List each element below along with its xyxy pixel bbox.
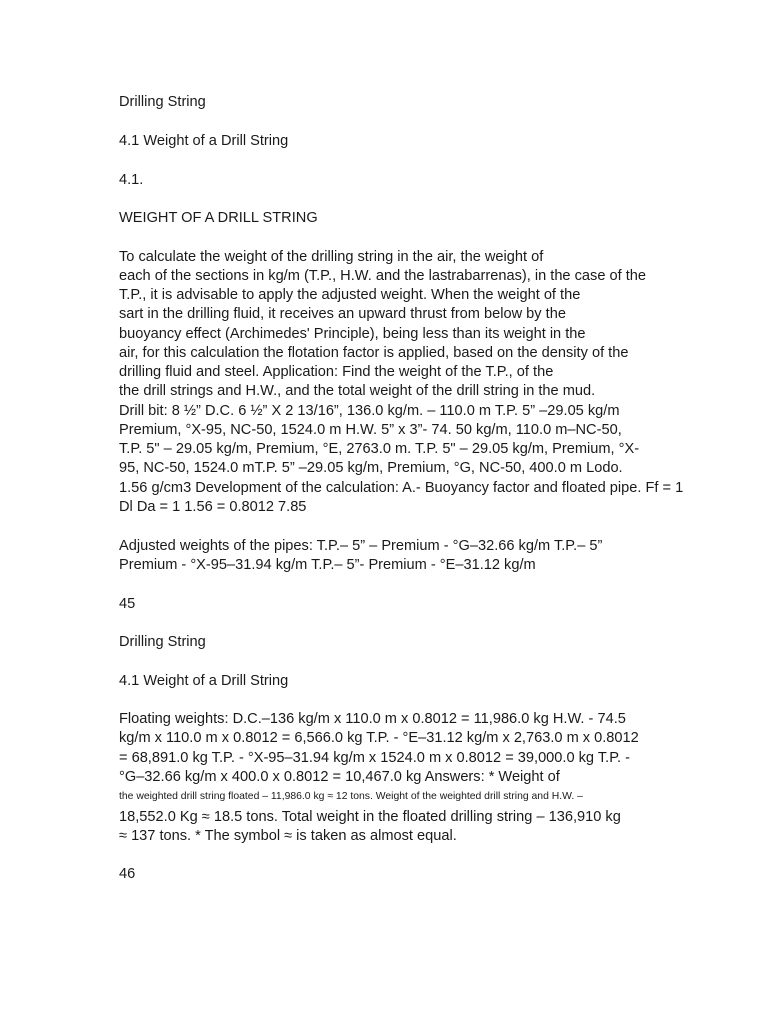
page-header: Drilling String bbox=[119, 94, 206, 110]
text-line: T.P., it is advisable to apply the adjusted weight. When the weight of the bbox=[119, 287, 581, 303]
section-heading: WEIGHT OF A DRILL STRING bbox=[119, 210, 318, 226]
text-line: Premium - °X-95–31.94 kg/m T.P.– 5”- Premium - °E–31.12 kg/m bbox=[119, 557, 536, 573]
page-number: 45 bbox=[119, 596, 136, 612]
text-line: 18,552.0 Kg ≈ 18.5 tons. Total weight in the floated drilling string – 136,910 kg bbox=[119, 809, 621, 825]
text-line: = 68,891.0 kg T.P. - °X-95–31.94 kg/m x 1524.0 m x 0.8012 = 39,000.0 kg T.P. - bbox=[119, 750, 631, 766]
text-line: kg/m x 110.0 m x 0.8012 = 6,566.0 kg T.P. - °E–31.12 kg/m x 2,763.0 m x 0.8012 bbox=[119, 730, 639, 746]
text-line: Drill bit: 8 ½” D.C. 6 ½” X 2 13/16”, 136.0 kg/m. – 110.0 m T.P. 5” –29.05 kg/m bbox=[119, 403, 620, 419]
text-line: 95, NC-50, 1524.0 mT.P. 5” –29.05 kg/m, Premium, °G, NC-50, 400.0 m Lodo. bbox=[119, 460, 623, 476]
text-line: sart in the drilling fluid, it receives an upward thrust from below by the bbox=[119, 306, 566, 322]
text-line: ≈ 137 tons. * The symbol ≈ is taken as almost equal. bbox=[119, 828, 457, 844]
text-line: Floating weights: D.C.–136 kg/m x 110.0 m x 0.8012 = 11,986.0 kg H.W. - 74.5 bbox=[119, 711, 626, 727]
page-number: 46 bbox=[119, 866, 136, 882]
text-line: Premium, °X-95, NC-50, 1524.0 m H.W. 5” x 3”- 74. 50 kg/m, 110.0 m–NC-50, bbox=[119, 422, 622, 438]
text-line: 1.56 g/cm3 Development of the calculation: A.- Buoyancy factor and floated pipe. Ff = 1 bbox=[119, 480, 684, 496]
text-line: buoyancy effect (Archimedes' Principle), being less than its weight in the bbox=[119, 326, 586, 342]
text-line: drilling fluid and steel. Application: Find the weight of the T.P., of the bbox=[119, 364, 554, 380]
text-line: the drill strings and H.W., and the total weight of the drill string in the mud. bbox=[119, 383, 596, 399]
section-title: 4.1 Weight of a Drill String bbox=[119, 673, 289, 689]
section-number: 4.1. bbox=[119, 172, 144, 188]
text-line: each of the sections in kg/m (T.P., H.W. and the lastrabarrenas), in the case of the bbox=[119, 268, 646, 284]
text-line: Adjusted weights of the pipes: T.P.– 5” – Premium - °G–32.66 kg/m T.P.– 5” bbox=[119, 538, 603, 554]
text-line: Dl Da = 1 1.56 = 0.8012 7.85 bbox=[119, 499, 307, 515]
section-title: 4.1 Weight of a Drill String bbox=[119, 133, 289, 149]
text-line: To calculate the weight of the drilling string in the air, the weight of bbox=[119, 249, 544, 265]
text-line: T.P. 5" – 29.05 kg/m, Premium, °E, 2763.0 m. T.P. 5" – 29.05 kg/m, Premium, °X- bbox=[119, 441, 640, 457]
page-header: Drilling String bbox=[119, 634, 206, 650]
text-line: air, for this calculation the flotation factor is applied, based on the density of the bbox=[119, 345, 629, 361]
small-text-line: the weighted drill string floated – 11,986.0 kg ≈ 12 tons. Weight of the weighted drill string and H.W. – bbox=[119, 791, 583, 802]
text-line: °G–32.66 kg/m x 400.0 x 0.8012 = 10,467.0 kg Answers: * Weight of bbox=[119, 769, 560, 785]
